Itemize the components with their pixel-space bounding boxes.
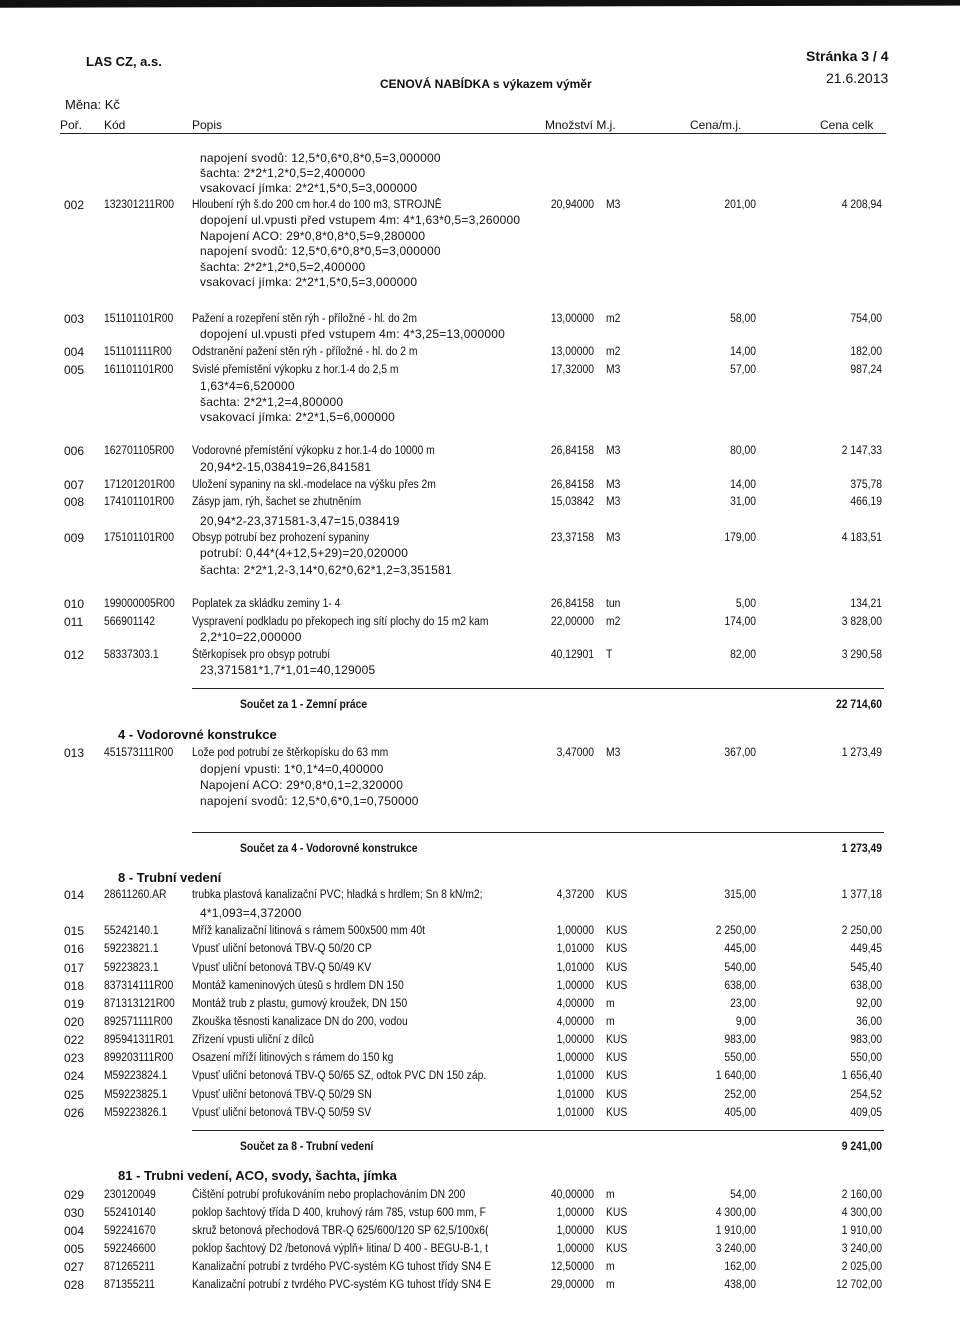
- item-total: 254,52: [850, 1089, 882, 1101]
- item-number: 006: [64, 444, 85, 458]
- item-code: 175101101R00: [104, 532, 175, 544]
- col-header-popis: Popis: [192, 118, 223, 132]
- item-code: 58337303.1: [104, 649, 159, 661]
- item-code: 566901142: [104, 616, 156, 628]
- item-description: Vpusť uliční betonová TBV-Q 50/49 KV: [192, 962, 372, 974]
- calc-line: dopjení vpusti: 1*0,1*4=0,400000: [200, 762, 384, 776]
- item-code: 199000005R00: [104, 598, 175, 610]
- item-description: Vpusť uliční betonová TBV-Q 50/65 SZ, odtok PVC DN 150 záp.: [192, 1070, 487, 1082]
- item-unit: KUS: [606, 1089, 628, 1101]
- calc-line: 2,2*10=22,000000: [200, 630, 302, 644]
- item-total: 4 183,51: [841, 532, 882, 544]
- item-quantity: 12,50000: [550, 1261, 594, 1273]
- item-quantity: 1,00000: [556, 1034, 594, 1046]
- item-unit: KUS: [606, 1034, 628, 1046]
- calc-line: vsakovací jímka: 2*2*1,5*0,5=3,000000: [200, 275, 418, 289]
- item-code: 871313121R00: [104, 998, 175, 1010]
- item-total: 3 240,00: [841, 1243, 882, 1255]
- item-total: 409,05: [850, 1107, 882, 1119]
- item-unit: m: [606, 1261, 615, 1273]
- item-number: 013: [64, 746, 85, 760]
- item-description: Vpusť uliční betonová TBV-Q 50/20 CP: [192, 943, 372, 955]
- item-description: Poplatek za skládku zeminy 1- 4: [192, 598, 341, 610]
- item-unit-price: 405,00: [724, 1107, 756, 1119]
- item-code: 552410140: [104, 1207, 156, 1219]
- item-code: 892571111R00: [104, 1016, 173, 1028]
- item-code: 230120049: [104, 1189, 156, 1201]
- item-quantity: 1,01000: [556, 1070, 594, 1082]
- item-description: Osazení mříží litinových s rámem do 150 kg: [192, 1052, 394, 1064]
- item-unit-price: 540,00: [724, 962, 756, 974]
- item-code: 895941311R01: [104, 1034, 175, 1046]
- item-number: 003: [64, 312, 85, 326]
- calc-line: 20,94*2-23,371581-3,47=15,038419: [200, 514, 400, 528]
- item-unit-price: 9,00: [735, 1016, 756, 1028]
- item-description: Vyspravení podkladu po překopech ing sítí plochy do 15 m2 kam: [192, 616, 489, 628]
- item-unit: KUS: [606, 962, 628, 974]
- section-heading: 81 - Trubni vedení, ACO, svody, šachta, jímka: [118, 1168, 397, 1183]
- item-number: 019: [64, 997, 85, 1011]
- item-code: M59223825.1: [104, 1089, 168, 1101]
- item-quantity: 40,00000: [550, 1189, 594, 1201]
- item-quantity: 1,00000: [556, 1243, 594, 1255]
- item-code: 59223821.1: [104, 943, 159, 955]
- item-unit: M3: [606, 445, 621, 457]
- item-code: 162701105R00: [104, 445, 175, 457]
- item-number: 018: [64, 979, 85, 993]
- item-description: Zřízení vpusti uliční z dílců: [192, 1034, 314, 1046]
- item-quantity: 4,37200: [556, 889, 594, 901]
- item-number: 028: [64, 1278, 85, 1292]
- item-code: 871355211: [104, 1279, 156, 1291]
- item-unit: KUS: [606, 1225, 628, 1237]
- item-unit-price: 14,00: [730, 479, 756, 491]
- item-quantity: 1,00000: [556, 980, 594, 992]
- section-heading: 4 - Vodorovné konstrukce: [118, 727, 277, 742]
- section-sum-label: Součet za 4 - Vodorovné konstrukce: [240, 843, 418, 855]
- section-sum-value: 1 273,49: [841, 843, 882, 855]
- item-quantity: 4,00000: [556, 1016, 594, 1028]
- sum-rule: [192, 688, 884, 689]
- item-number: 027: [64, 1260, 85, 1274]
- item-description: Obsyp potrubí bez prohození sypaniny: [192, 532, 370, 544]
- item-description: Lože pod potrubí ze štěrkopísku do 63 mm: [192, 747, 389, 759]
- item-total: 1 656,40: [841, 1070, 882, 1082]
- item-number: 004: [64, 345, 85, 359]
- calc-line: Napojení ACO: 29*0,8*0,1=2,320000: [200, 778, 404, 792]
- item-number: 002: [64, 198, 85, 212]
- item-quantity: 22,00000: [550, 616, 594, 628]
- item-total: 987,24: [850, 364, 882, 376]
- item-number: 017: [64, 961, 85, 975]
- item-quantity: 1,01000: [556, 1089, 594, 1101]
- currency-label: Měna: Kč: [65, 97, 120, 112]
- item-quantity: 15,03842: [550, 496, 594, 508]
- item-quantity: 1,00000: [556, 925, 594, 937]
- item-unit-price: 4 300,00: [715, 1207, 756, 1219]
- col-header-mnozstvi: Množství M.j.: [545, 118, 616, 132]
- item-total: 2 025,00: [841, 1261, 882, 1273]
- company-name: LAS CZ, a.s.: [86, 54, 162, 69]
- item-total: 134,21: [850, 598, 882, 610]
- item-description: Štěrkopísek pro obsyp potrubí: [192, 649, 331, 661]
- calc-line: 20,94*2-15,038419=26,841581: [200, 460, 372, 474]
- item-number: 025: [64, 1088, 85, 1102]
- calc-line: dopojení ul.vpusti před vstupem 4m: 4*3,25=13,000000: [200, 327, 505, 341]
- item-quantity: 1,01000: [556, 962, 594, 974]
- item-number: 008: [64, 495, 85, 509]
- item-total: 1 910,00: [841, 1225, 882, 1237]
- item-code: 151101111R00: [104, 346, 172, 358]
- item-unit: KUS: [606, 889, 628, 901]
- item-unit-price: 445,00: [724, 943, 756, 955]
- calc-line: Napojení ACO: 29*0,8*0,8*0,5=9,280000: [200, 229, 426, 243]
- item-total: 2 160,00: [841, 1189, 882, 1201]
- item-number: 022: [64, 1033, 85, 1047]
- item-number: 029: [64, 1188, 85, 1202]
- item-number: 024: [64, 1069, 85, 1083]
- item-total: 36,00: [856, 1016, 882, 1028]
- item-unit-price: 23,00: [730, 998, 756, 1010]
- item-unit: m2: [606, 346, 621, 358]
- item-unit: M3: [606, 479, 621, 491]
- item-number: 012: [64, 648, 85, 662]
- item-code: 28611260.AR: [104, 889, 167, 901]
- item-unit: m: [606, 1279, 615, 1291]
- item-description: skruž betonová přechodová TBR-Q 625/600/120 SP 62,5/100x6(: [192, 1225, 489, 1237]
- item-number: 011: [64, 615, 84, 629]
- item-code: 451573111R00: [104, 747, 174, 759]
- item-unit-price: 179,00: [724, 532, 756, 544]
- item-code: 59223823.1: [104, 962, 159, 974]
- section-sum-label: Součet za 1 - Zemní práce: [240, 699, 368, 711]
- item-unit: T: [606, 649, 613, 661]
- item-description: Čištění potrubí profukováním nebo proplachováním DN 200: [192, 1189, 466, 1201]
- section-heading: 8 - Trubní vedení: [118, 870, 222, 885]
- item-code: 132301211R00: [104, 199, 175, 211]
- item-total: 4 208,94: [841, 199, 882, 211]
- item-description: Kanalizační potrubí z tvrdého PVC-systém KG tuhost třídy SN4 E: [192, 1279, 492, 1291]
- col-header-kod: Kód: [104, 118, 126, 132]
- calc-line: potrubí: 0,44*(4+12,5+29)=20,020000: [200, 546, 409, 560]
- item-total: 545,40: [850, 962, 882, 974]
- col-header-por: Poř.: [60, 118, 83, 132]
- item-unit-price: 2 250,00: [715, 925, 756, 937]
- item-unit: m: [606, 1189, 615, 1201]
- item-total: 3 290,58: [841, 649, 882, 661]
- sum-rule: [192, 1130, 884, 1131]
- item-description: Vpusť uliční betonová TBV-Q 50/59 SV: [192, 1107, 372, 1119]
- item-unit-price: 1 910,00: [715, 1225, 756, 1237]
- item-description: Vpusť uliční betonová TBV-Q 50/29 SN: [192, 1089, 372, 1101]
- item-code: 161101101R00: [104, 364, 174, 376]
- calc-line: šachta: 2*2*1,2*0,5=2,400000: [200, 260, 366, 274]
- item-total: 550,00: [850, 1052, 882, 1064]
- item-unit-price: 57,00: [730, 364, 756, 376]
- item-total: 2 250,00: [841, 925, 882, 937]
- item-description: Vodorovné přemístění výkopku z hor.1-4 do 10000 m: [192, 445, 435, 457]
- item-total: 3 828,00: [841, 616, 882, 628]
- item-unit: M3: [606, 364, 621, 376]
- calc-line: napojení svodů: 12,5*0,6*0,1=0,750000: [200, 794, 419, 808]
- calc-line: vsakovací jímka: 2*2*1,5*0,5=3,000000: [200, 181, 418, 195]
- item-description: Mříž kanalizační litinová s rámem 500x500 mm 40t: [192, 925, 425, 937]
- item-number: 020: [64, 1015, 85, 1029]
- item-unit: m: [606, 998, 615, 1010]
- item-quantity: 13,00000: [550, 313, 594, 325]
- item-quantity: 1,00000: [556, 1207, 594, 1219]
- item-description: Uložení sypaniny na skl.-modelace na výšku přes 2m: [192, 479, 436, 491]
- calc-line: napojení svodů: 12,5*0,6*0,8*0,5=3,000000: [200, 244, 441, 258]
- item-unit-price: 58,00: [730, 313, 756, 325]
- item-description: Zásyp jam, rýh, šachet se zhutněním: [192, 496, 362, 508]
- item-quantity: 3,47000: [556, 747, 594, 759]
- item-unit-price: 54,00: [730, 1189, 756, 1201]
- item-unit: M3: [606, 747, 621, 759]
- item-total: 449,45: [850, 943, 882, 955]
- item-total: 375,78: [850, 479, 882, 491]
- item-number: 023: [64, 1051, 85, 1065]
- item-unit-price: 550,00: [724, 1052, 756, 1064]
- item-code: 837314111R00: [104, 980, 174, 992]
- item-number: 014: [64, 888, 85, 902]
- item-total: 983,00: [850, 1034, 882, 1046]
- item-quantity: 20,94000: [550, 199, 594, 211]
- item-code: M59223826.1: [104, 1107, 168, 1119]
- item-unit-price: 438,00: [724, 1279, 756, 1291]
- calc-line: šachta: 2*2*1,2-3,14*0,62*0,62*1,2=3,351581: [200, 563, 452, 577]
- item-code: 899203111R00: [104, 1052, 174, 1064]
- item-unit: M3: [606, 199, 621, 211]
- item-quantity: 1,00000: [556, 1225, 594, 1237]
- item-unit: M3: [606, 532, 621, 544]
- item-description: poklop šachtový třída D 400, kruhový rám 785, vstup 600 mm, F: [192, 1207, 486, 1219]
- item-description: poklop šachtový D2 /betonová výplň+ litina/ D 400 - BEGU-B-1, t: [192, 1243, 488, 1255]
- item-code: 871265211: [104, 1261, 156, 1273]
- item-quantity: 23,37158: [550, 532, 594, 544]
- item-total: 638,00: [850, 980, 882, 992]
- item-total: 1 377,18: [841, 889, 882, 901]
- item-total: 12 702,00: [835, 1279, 882, 1291]
- item-unit-price: 638,00: [724, 980, 756, 992]
- item-number: 026: [64, 1106, 85, 1120]
- item-code: 174101101R00: [104, 496, 175, 508]
- calc-line: vsakovací jímka: 2*2*1,5=6,000000: [200, 410, 396, 424]
- item-code: M59223824.1: [104, 1070, 168, 1082]
- item-number: 010: [64, 597, 85, 611]
- item-unit-price: 31,00: [730, 496, 756, 508]
- item-description: Kanalizační potrubí z tvrdého PVC-systém KG tuhost třídy SN4 E: [192, 1261, 492, 1273]
- item-unit-price: 983,00: [724, 1034, 756, 1046]
- calc-line: napojení svodů: 12,5*0,6*0,8*0,5=3,000000: [200, 151, 441, 165]
- item-unit-price: 14,00: [730, 346, 756, 358]
- item-total: 1 273,49: [841, 747, 882, 759]
- calc-line: šachta: 2*2*1,2*0,5=2,400000: [200, 166, 366, 180]
- item-code: 151101101R00: [104, 313, 174, 325]
- calc-line: 23,371581*1,7*1,01=40,129005: [200, 663, 376, 677]
- item-description: Zkouška těsnosti kanalizace DN do 200, vodou: [192, 1016, 408, 1028]
- item-code: 55242140.1: [104, 925, 159, 937]
- item-unit: KUS: [606, 1243, 628, 1255]
- item-number: 004: [64, 1224, 85, 1238]
- document-title: CENOVÁ NABÍDKA s výkazem výměr: [380, 77, 592, 91]
- item-unit: KUS: [606, 1052, 628, 1064]
- item-quantity: 1,01000: [556, 943, 594, 955]
- item-description: Montáž trub z plastu, gumový kroužek, DN 150: [192, 998, 408, 1010]
- section-sum-label: Součet za 8 - Trubní vedení: [240, 1141, 374, 1153]
- item-number: 005: [64, 1242, 85, 1256]
- item-total: 4 300,00: [841, 1207, 882, 1219]
- item-code: 592241670: [104, 1225, 156, 1237]
- item-unit: KUS: [606, 980, 628, 992]
- header-rule: [60, 133, 886, 134]
- item-unit: KUS: [606, 943, 628, 955]
- item-number: 007: [64, 478, 85, 492]
- item-unit-price: 201,00: [724, 199, 756, 211]
- item-unit-price: 80,00: [730, 445, 756, 457]
- item-description: Odstranění pažení stěn rýh - příložné - hl. do 2 m: [192, 346, 418, 358]
- item-unit: KUS: [606, 1207, 628, 1219]
- sum-rule: [192, 832, 884, 833]
- item-quantity: 29,00000: [550, 1279, 594, 1291]
- item-description: Pažení a rozepření stěn rýh - příložné - hl. do 2m: [192, 313, 417, 325]
- item-quantity: 17,32000: [550, 364, 594, 376]
- item-unit: KUS: [606, 1070, 628, 1082]
- document-date: 21.6.2013: [826, 70, 889, 86]
- item-description: trubka plastová kanalizační PVC; hladká s hrdlem; Sn 8 kN/m2;: [192, 889, 483, 901]
- item-quantity: 26,84158: [550, 445, 594, 457]
- item-unit: m: [606, 1016, 615, 1028]
- calc-line: šachta: 2*2*1,2=4,800000: [200, 395, 344, 409]
- item-total: 92,00: [856, 998, 882, 1010]
- item-total: 182,00: [850, 346, 882, 358]
- item-unit: tun: [606, 598, 621, 610]
- item-unit-price: 5,00: [735, 598, 756, 610]
- item-unit-price: 3 240,00: [715, 1243, 756, 1255]
- section-sum-value: 22 714,60: [835, 699, 882, 711]
- col-header-cena: Cena/m.j.: [690, 118, 742, 132]
- item-unit-price: 367,00: [724, 747, 756, 759]
- item-quantity: 13,00000: [550, 346, 594, 358]
- calc-line: 4*1,093=4,372000: [200, 906, 302, 920]
- item-description: Svislé přemístění výkopku z hor.1-4 do 2,5 m: [192, 364, 399, 376]
- item-description: Hloubení rýh š.do 200 cm hor.4 do 100 m3, STROJNĚ: [192, 199, 442, 211]
- item-total: 2 147,33: [841, 445, 882, 457]
- item-unit: KUS: [606, 1107, 628, 1119]
- item-unit-price: 315,00: [724, 889, 756, 901]
- item-total: 754,00: [850, 313, 882, 325]
- item-unit: m2: [606, 313, 621, 325]
- item-unit-price: 252,00: [724, 1089, 756, 1101]
- item-code: 592246600: [104, 1243, 156, 1255]
- scan-edge-bar: [0, 0, 960, 14]
- item-code: 171201201R00: [104, 479, 175, 491]
- item-description: Montáž kameninových útesů s hrdlem DN 150: [192, 980, 404, 992]
- item-quantity: 1,01000: [556, 1107, 594, 1119]
- col-header-celk: Cena celk: [820, 118, 874, 132]
- item-number: 005: [64, 363, 85, 377]
- item-number: 030: [64, 1206, 85, 1220]
- item-unit-price: 162,00: [724, 1261, 756, 1273]
- item-unit-price: 1 640,00: [715, 1070, 756, 1082]
- item-quantity: 4,00000: [556, 998, 594, 1010]
- item-quantity: 26,84158: [550, 598, 594, 610]
- item-total: 466,19: [850, 496, 882, 508]
- calc-line: dopojení ul.vpusti před vstupem 4m: 4*1,63*0,5=3,260000: [200, 213, 521, 227]
- item-unit-price: 82,00: [730, 649, 756, 661]
- item-number: 015: [64, 924, 85, 938]
- item-number: 009: [64, 531, 85, 545]
- item-unit: KUS: [606, 925, 628, 937]
- item-quantity: 40,12901: [550, 649, 594, 661]
- item-number: 016: [64, 942, 85, 956]
- item-unit: M3: [606, 496, 621, 508]
- item-quantity: 1,00000: [556, 1052, 594, 1064]
- section-sum-value: 9 241,00: [841, 1141, 882, 1153]
- item-unit-price: 174,00: [724, 616, 756, 628]
- calc-line: 1,63*4=6,520000: [200, 379, 295, 393]
- page-number: Stránka 3 / 4: [806, 48, 889, 64]
- item-quantity: 26,84158: [550, 479, 594, 491]
- item-unit: m2: [606, 616, 621, 628]
